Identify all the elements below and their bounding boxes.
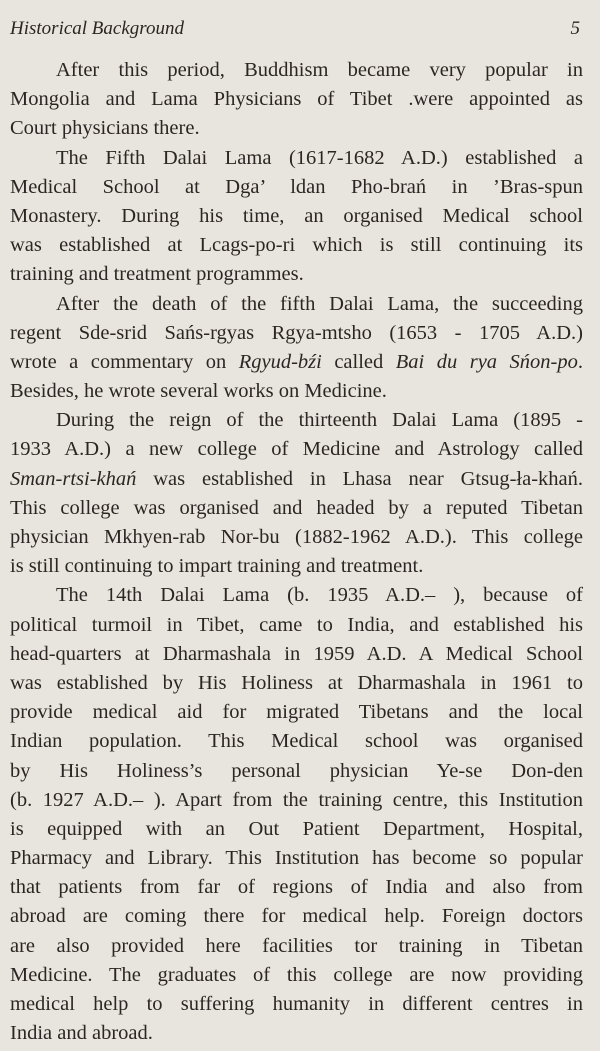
- text-segment: The 14th Dalai Lama (b. 1935 A.D.– ), because of: [56, 584, 583, 607]
- body-text: [10, 56, 583, 1048]
- text-segment: by His Holiness’s personal physician Ye-se Don-den: [10, 759, 583, 782]
- text-segment: After this period, Buddhism became very popular in: [56, 59, 583, 81]
- text-segment: During the reign of the thirteenth Dalai Lama (1895 -: [56, 409, 583, 432]
- text-segment: (b. 1927 A.D.– ). Apart from the training centre, this Institution: [10, 788, 583, 811]
- text-segment: was established by His Holiness at Dharmashala in 1961 to: [10, 671, 583, 694]
- text-line: [10, 1019, 583, 1048]
- text-line: [10, 114, 583, 143]
- text-segment: After the death of the fifth Dalai Lama, the succeeding: [56, 292, 583, 315]
- text-segment: medical help to suffering humanity in different centres in: [10, 993, 583, 1015]
- text-line: [10, 786, 583, 815]
- text-segment: Mongolia and Lama Physicians of Tibet .were appointed as: [10, 88, 583, 111]
- text-line: [10, 56, 583, 85]
- text-line: [10, 465, 583, 494]
- text-segment: Pharmacy and Library. This Institution has become so popular: [10, 847, 583, 870]
- text-line: [10, 873, 583, 902]
- text-segment: This college was organised and headed by a reputed Tibetan: [10, 496, 583, 519]
- text-segment: head-quarters at Dharmashala in 1959 A.D. A Medical School: [10, 642, 583, 665]
- text-segment: abroad are coming there for medical help. Foreign doctors: [10, 905, 583, 928]
- text-line: [10, 202, 583, 231]
- text-segment: was established at Lcags-po-ri which is still continuing its: [10, 234, 583, 257]
- text-segment: 1933 A.D.) a new college of Medicine and Astrology called: [10, 438, 583, 461]
- text-segment: Court physicians there.: [10, 117, 200, 140]
- text-segment: Indian population. This Medical school was organised: [10, 730, 583, 753]
- text-line: [10, 494, 583, 523]
- text-line: [10, 844, 583, 873]
- text-line: [10, 552, 583, 581]
- text-segment: political turmoil in Tibet, came to India, and established his: [10, 613, 583, 636]
- text-line: [10, 932, 583, 961]
- text-line: [10, 669, 583, 698]
- page-number: 5: [570, 18, 580, 39]
- text-segment: wrote a commentary on: [10, 350, 239, 373]
- text-line: [10, 727, 583, 756]
- italic-term: Sman-rtsi-khań: [10, 467, 137, 490]
- text-line: [10, 640, 583, 669]
- text-segment: is still continuing to impart training and treatment.: [10, 555, 424, 578]
- text-segment: regent Sde-srid Sańs-rgyas Rgya-mtsho (1653 - 1705 A.D.): [10, 321, 583, 344]
- text-line: [10, 85, 583, 114]
- text-segment: are also provided here facilities tor training in Tibetan: [10, 934, 583, 957]
- text-line: [10, 757, 583, 786]
- text-line: [10, 581, 583, 610]
- text-segment: physician Mkhyen-rab Nor-bu (1882-1962 A.D.). This college: [10, 526, 583, 548]
- text-line: [10, 435, 583, 464]
- text-line: [10, 990, 583, 1019]
- text-line: [10, 698, 583, 727]
- text-segment: called: [321, 350, 396, 373]
- text-segment: Medical School at Dga’ ldan Pho-brań in ’Bras-spun: [10, 175, 583, 198]
- text-segment: India and abroad.: [10, 1022, 153, 1045]
- text-segment: .: [577, 350, 584, 373]
- text-line: [10, 961, 583, 990]
- text-segment: Medicine. The graduates of this college are now providing: [10, 963, 583, 986]
- page-header: [10, 18, 580, 44]
- text-line: [10, 290, 583, 319]
- text-line: [10, 815, 583, 844]
- text-segment: that patients from far of regions of India and also from: [10, 876, 583, 899]
- text-segment: Monastery. During his time, an organised Medical school: [10, 204, 583, 227]
- text-line: [10, 348, 583, 377]
- text-line: [10, 611, 583, 640]
- text-segment: Besides, he wrote several works on Medicine.: [10, 380, 387, 403]
- text-segment: was established in Lhasa near Gtsug-ła-khań.: [136, 467, 583, 490]
- text-segment: is equipped with an Out Patient Department, Hospital,: [10, 817, 583, 840]
- text-segment: provide medical aid for migrated Tibetans and the local: [10, 701, 583, 724]
- text-segment: The Fifth Dalai Lama (1617-1682 A.D.) established a: [56, 146, 583, 169]
- text-line: [10, 144, 583, 173]
- text-segment: training and treatment programmes.: [10, 263, 304, 286]
- running-title: Historical Background: [10, 18, 184, 39]
- text-line: [10, 260, 583, 289]
- text-line: [10, 902, 583, 931]
- italic-term: Rgyud-bźi: [238, 350, 322, 373]
- text-line: [10, 406, 583, 435]
- text-line: [10, 173, 583, 202]
- text-line: [10, 377, 583, 406]
- text-line: [10, 231, 583, 260]
- italic-term: Bai du rya Sńon-po: [395, 350, 578, 373]
- text-line: [10, 319, 583, 348]
- text-line: [10, 523, 583, 552]
